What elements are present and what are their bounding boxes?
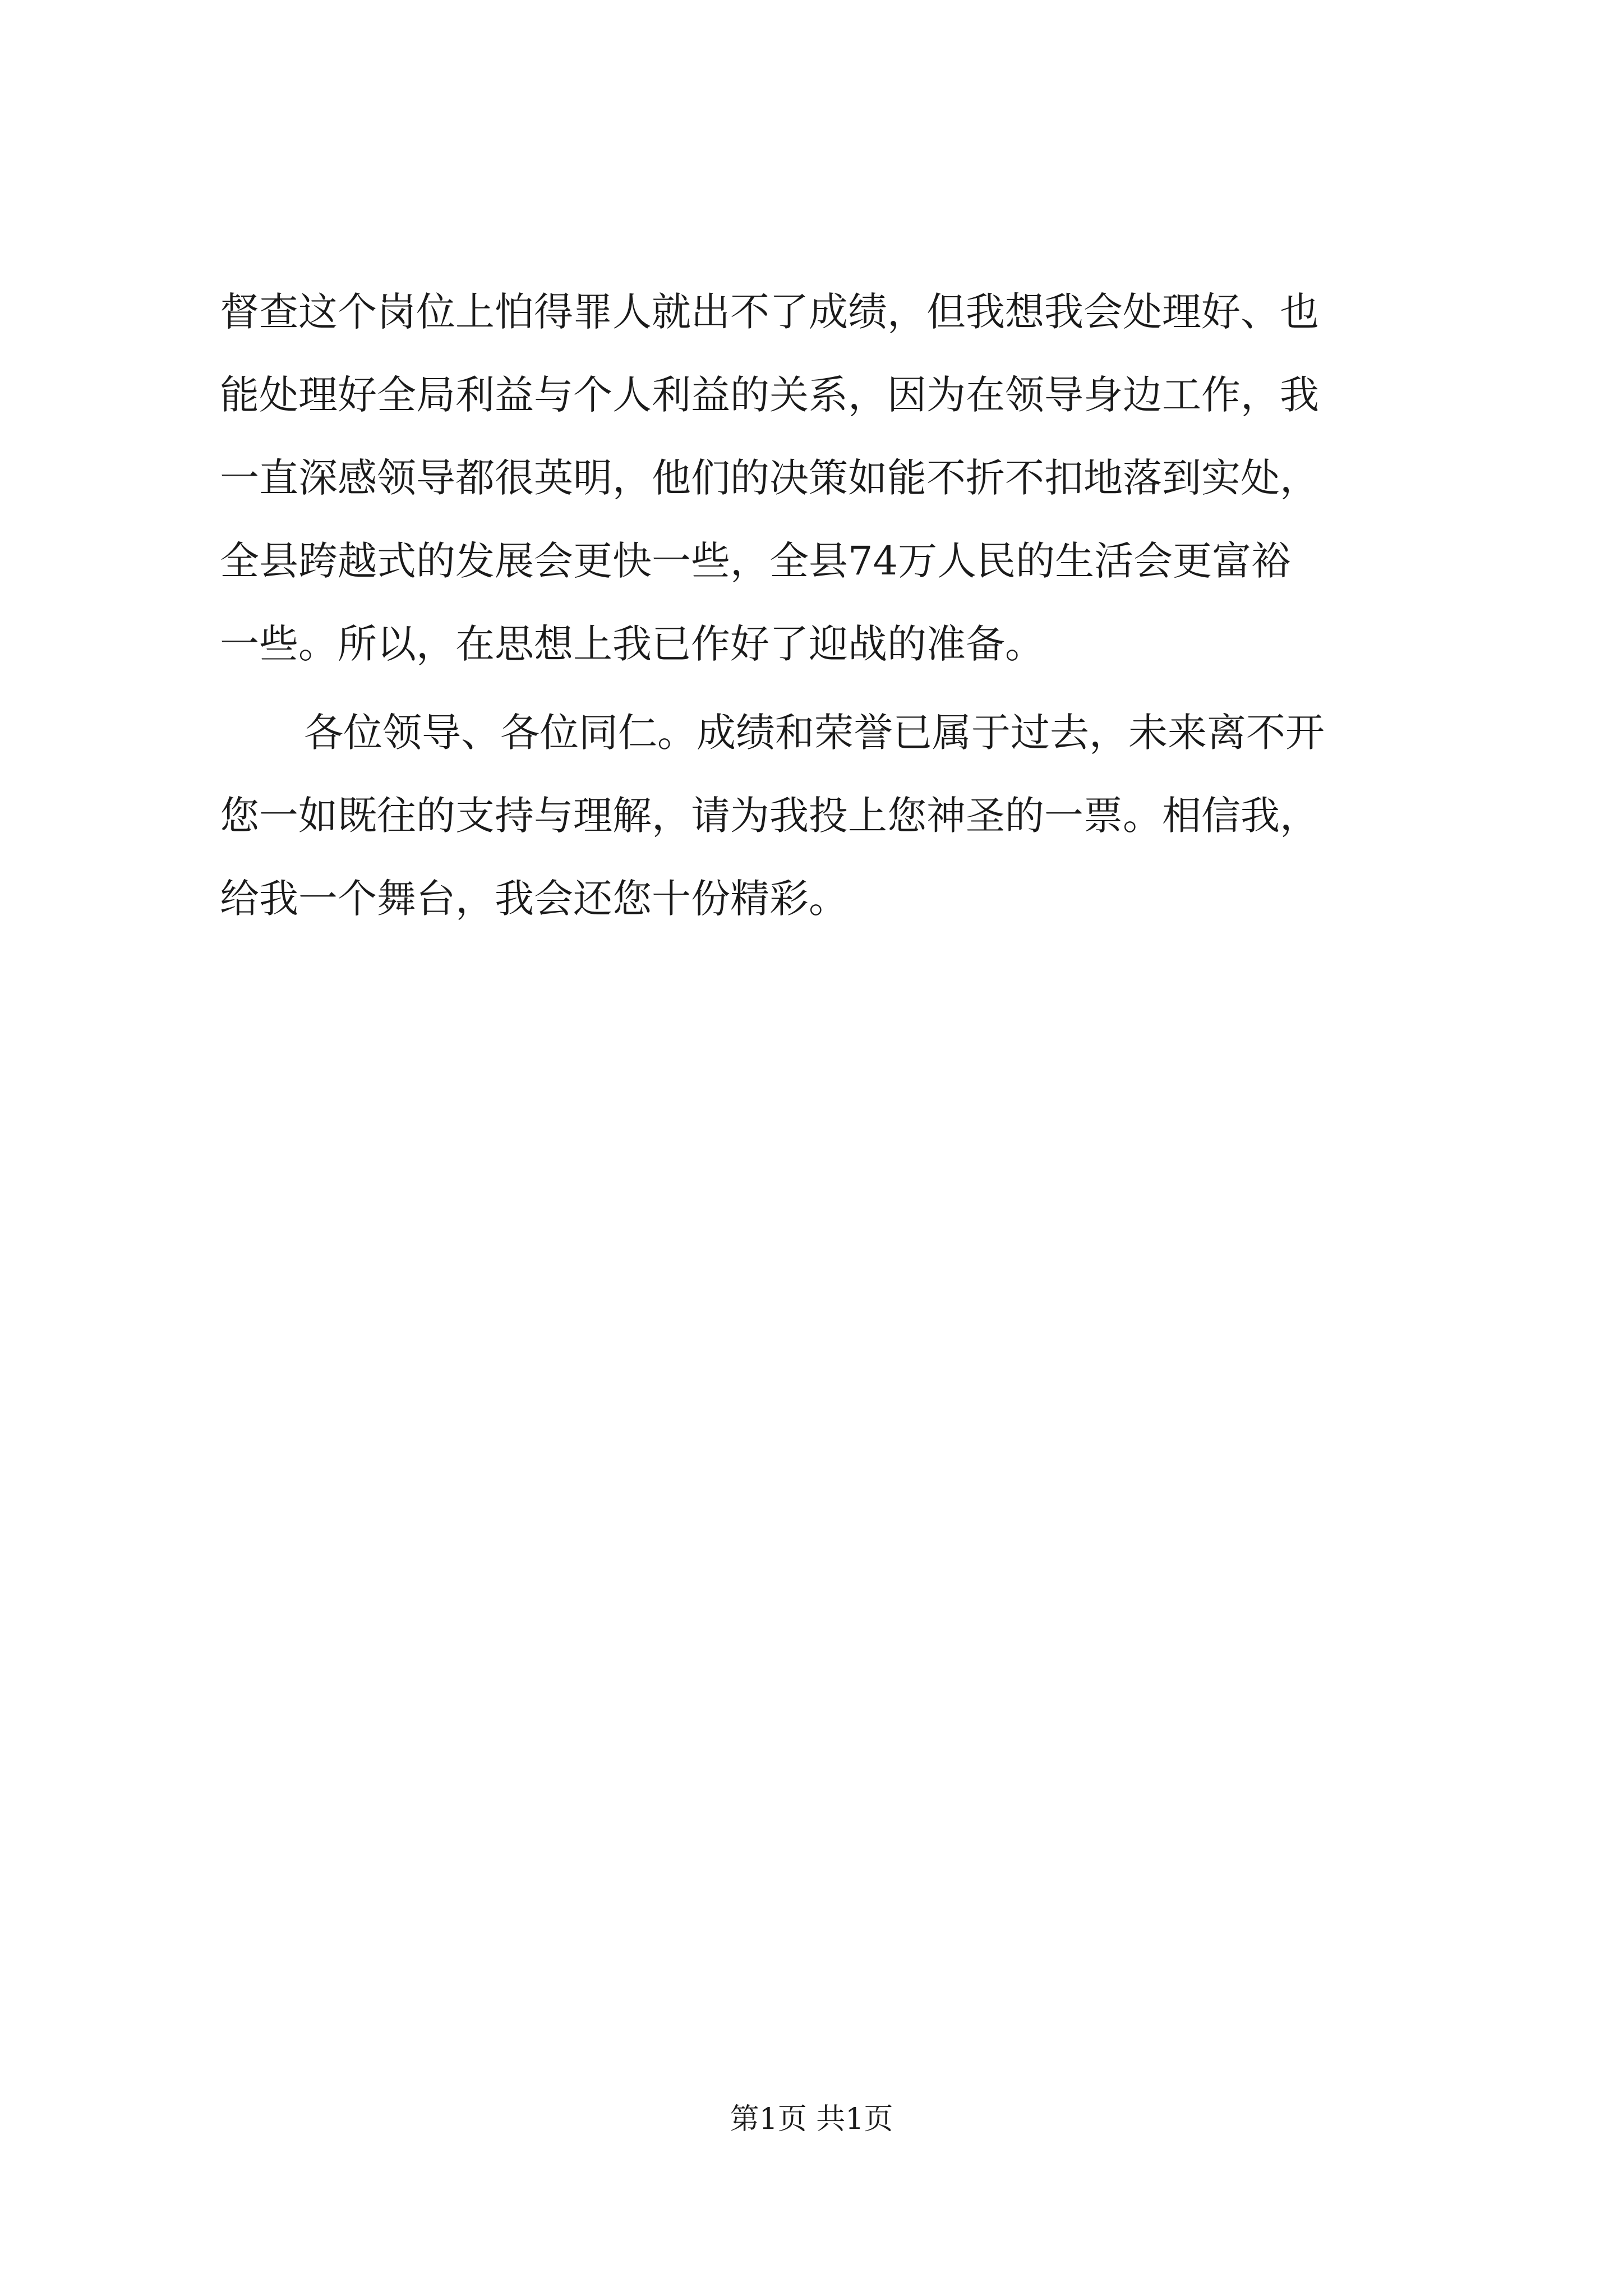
- paragraph-line: 一些。所以，在思想上我已作好了迎战的准备。: [220, 621, 1044, 667]
- paragraph-line: 全县跨越式的发展会更快一些，全县74万人民的生活会更富裕: [220, 538, 1291, 584]
- paragraph-line: 给我一个舞台，我会还您十份精彩。: [220, 876, 848, 922]
- page-number-footer: 第1页 共1页: [730, 2102, 893, 2136]
- document-body: [220, 270, 1426, 940]
- paragraph-1: [220, 270, 1426, 685]
- paragraph-line: 督查这个岗位上怕得罪人就出不了成绩，但我想我会处理好、也: [220, 289, 1319, 335]
- paragraph-spacer: [220, 685, 1426, 691]
- paragraph-line: 一直深感领导都很英明，他们的决策如能不折不扣地落到实处，: [220, 455, 1319, 501]
- paragraph-line: 您一如既往的支持与理解，请为我投上您神圣的一票。相信我，: [220, 793, 1319, 839]
- paragraph-2: [220, 691, 1426, 940]
- paragraph-line: 各位领导、各位同仁。成绩和荣誉已属于过去，未来离不开: [304, 710, 1325, 756]
- paragraph-line: 能处理好全局利益与个人利益的关系，因为在领导身边工作，我: [220, 372, 1319, 418]
